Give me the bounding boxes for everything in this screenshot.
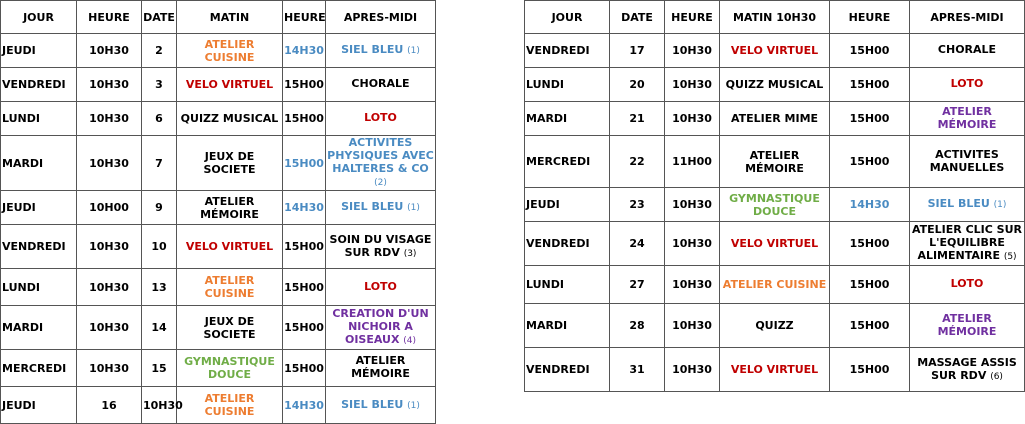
cell-heure (77, 191, 142, 225)
header-apres-midi: APRES-MIDI (910, 1, 1025, 34)
cell-matin (720, 266, 830, 304)
cell-apres-midi (910, 188, 1025, 222)
schedule-table-left (0, 0, 436, 424)
cell-date (610, 34, 665, 68)
cell-heure-text: 10H00 (89, 201, 129, 214)
cell-apres-midi-text: CHORALE (937, 43, 997, 56)
cell-apres-midi-text: CREATION D'UN NICHOIR A OISEAUX (332, 307, 429, 346)
cell-matin-text: ATELIER CUISINE (204, 37, 255, 64)
cell-jour (525, 188, 610, 222)
cell-date-text: 23 (629, 198, 645, 211)
cell-date-text: 9 (155, 201, 163, 214)
cell-heure (665, 136, 720, 188)
cell-heure (77, 34, 142, 68)
footnote-ref: (1) (407, 400, 420, 411)
table-row (525, 34, 1025, 68)
cell-heure-pm-text: 14H30 (284, 44, 324, 57)
cell-heure-pm-text: 15H00 (284, 321, 324, 334)
table-row (1, 136, 436, 191)
cell-heure (665, 68, 720, 102)
cell-jour-text: VENDREDI (526, 237, 590, 250)
cell-jour (1, 350, 77, 387)
cell-date (142, 306, 177, 350)
cell-date-text: 3 (155, 78, 163, 91)
cell-heure (665, 348, 720, 392)
cell-date (142, 136, 177, 191)
cell-heure (665, 222, 720, 266)
cell-jour (525, 266, 610, 304)
cell-matin (177, 136, 283, 191)
cell-apres-midi-text: ATELIER MÉMOIRE (937, 104, 997, 131)
cell-matin (177, 34, 283, 68)
cell-heure (77, 387, 142, 424)
cell-date (142, 68, 177, 102)
header-heure: HEURE (665, 1, 720, 34)
table-row (1, 191, 436, 225)
table-row (1, 269, 436, 306)
cell-apres-midi-text: SIEL BLEU (341, 43, 404, 56)
cell-heure-pm (283, 34, 326, 68)
cell-jour-text: VENDREDI (2, 240, 66, 253)
cell-heure-pm (830, 136, 910, 188)
cell-date (610, 304, 665, 348)
cell-matin-text: ATELIER CUISINE (722, 278, 827, 291)
cell-date (142, 34, 177, 68)
cell-apres-midi (910, 68, 1025, 102)
header-row (525, 1, 1025, 34)
cell-jour-text: MARDI (2, 156, 44, 170)
cell-heure-pm (830, 102, 910, 136)
header-date: DATE (610, 1, 665, 34)
cell-heure-pm-text: 15H00 (284, 112, 324, 125)
header-matin: MATIN 10H30 (720, 1, 830, 34)
cell-heure-pm (830, 68, 910, 102)
table-row (525, 304, 1025, 348)
cell-date-text: 10 (151, 240, 167, 253)
cell-jour (1, 306, 77, 350)
header-date: DATE (142, 1, 177, 34)
header-heure: HEURE (77, 1, 142, 34)
cell-jour (1, 136, 77, 191)
cell-heure-pm-text: 15H00 (849, 155, 890, 168)
cell-date (142, 269, 177, 306)
cell-date (610, 348, 665, 392)
cell-date-text: 13 (151, 280, 167, 294)
cell-heure (665, 102, 720, 136)
cell-heure (77, 68, 142, 102)
table-row (1, 102, 436, 136)
cell-date (610, 266, 665, 304)
cell-matin-text: QUIZZ (755, 319, 794, 332)
cell-jour-text: JEUDI (2, 201, 36, 214)
cell-jour-text: MERCREDI (526, 155, 591, 168)
cell-apres-midi (326, 225, 436, 269)
cell-heure-pm-text: 15H00 (849, 78, 890, 91)
cell-jour (525, 34, 610, 68)
table-row (525, 348, 1025, 392)
cell-date-text: 22 (629, 155, 645, 168)
cell-heure-text: 10H30 (672, 112, 712, 125)
footnote-ref: (2) (374, 178, 387, 188)
cell-heure-text: 10H30 (89, 361, 129, 375)
cell-apres-midi-text: LOTO (950, 77, 984, 90)
header-jour: JOUR (1, 1, 77, 34)
cell-heure (665, 34, 720, 68)
cell-jour (525, 222, 610, 266)
cell-heure-text: 10H30 (672, 278, 712, 291)
cell-date (610, 102, 665, 136)
cell-jour-text: LUNDI (526, 78, 564, 91)
cell-heure-pm-text: 15H00 (849, 237, 890, 250)
cell-matin (177, 225, 283, 269)
cell-jour (525, 102, 610, 136)
header-row (1, 1, 436, 34)
header-heure-pm: HEURE (830, 1, 910, 34)
cell-matin (720, 102, 830, 136)
cell-date-text: 14 (151, 321, 167, 334)
cell-date-text: 27 (629, 278, 645, 291)
cell-matin (720, 136, 830, 188)
cell-date-text: 21 (629, 112, 645, 125)
cell-date (142, 350, 177, 387)
cell-apres-midi (910, 304, 1025, 348)
table-row (525, 222, 1025, 266)
cell-date (610, 136, 665, 188)
cell-heure-pm (830, 34, 910, 68)
cell-jour-text: JEUDI (526, 198, 560, 211)
cell-heure-text: 10H30 (672, 44, 712, 57)
cell-apres-midi (910, 266, 1025, 304)
cell-apres-midi-text: ATELIER MÉMOIRE (351, 354, 410, 380)
cell-heure-pm (830, 304, 910, 348)
cell-heure-pm-text: 15H00 (849, 112, 890, 125)
cell-matin (720, 68, 830, 102)
table-row (525, 266, 1025, 304)
schedule-table-right (524, 0, 1025, 392)
cell-jour (1, 269, 77, 306)
cell-apres-midi-text: ATELIER MÉMOIRE (937, 311, 997, 338)
cell-matin-text: ATELIER MÉMOIRE (200, 194, 259, 221)
cell-matin-text: ATELIER CUISINE (204, 392, 255, 418)
footnote-ref: (3) (403, 248, 417, 259)
cell-date-text: 15 (151, 361, 167, 375)
cell-heure-pm (830, 222, 910, 266)
cell-jour-text: MERCREDI (2, 361, 67, 375)
cell-heure-pm (830, 348, 910, 392)
cell-heure-pm-text: 15H00 (284, 240, 324, 253)
cell-apres-midi (326, 306, 436, 350)
cell-apres-midi (910, 102, 1025, 136)
cell-apres-midi-text: ACTIVITES PHYSIQUES AVEC HALTERES & CO (327, 136, 434, 175)
cell-heure-pm (283, 306, 326, 350)
table-row (1, 34, 436, 68)
cell-matin-text: QUIZZ MUSICAL (725, 78, 824, 91)
cell-heure-text: 10H30 (89, 78, 129, 91)
cell-heure (665, 304, 720, 348)
cell-date-text: 28 (629, 319, 645, 332)
cell-matin-text: GYMNASTIQUE DOUCE (729, 191, 820, 218)
cell-matin (720, 188, 830, 222)
cell-jour (1, 191, 77, 225)
cell-matin (720, 348, 830, 392)
cell-date-text: 2 (155, 44, 163, 57)
cell-date-text: 24 (629, 237, 645, 250)
cell-date (142, 387, 183, 424)
cell-jour-text: VENDREDI (526, 44, 590, 57)
cell-jour (525, 68, 610, 102)
cell-matin (177, 68, 283, 102)
cell-heure-pm-text: 15H00 (284, 361, 324, 375)
header-heure-pm: HEURE (283, 1, 326, 34)
cell-matin-text: VELO VIRTUEL (730, 44, 819, 57)
cell-heure-pm-text: 15H00 (284, 156, 324, 170)
table-row (525, 188, 1025, 222)
cell-matin-text: ATELIER CUISINE (204, 274, 255, 300)
header-apres-midi: APRES-MIDI (326, 1, 436, 34)
cell-heure-text: 10H30 (672, 78, 712, 91)
cell-jour-text: MARDI (526, 319, 568, 332)
cell-heure-pm-text: 15H00 (849, 278, 890, 291)
cell-heure-pm (283, 350, 326, 387)
cell-heure-text: 11H00 (672, 155, 712, 168)
cell-apres-midi (326, 350, 436, 387)
cell-apres-midi (910, 222, 1025, 266)
cell-date (142, 191, 177, 225)
cell-date (610, 188, 665, 222)
cell-date (610, 68, 665, 102)
cell-heure-pm (283, 269, 326, 306)
cell-heure-text: 10H30 (89, 44, 129, 57)
cell-heure-text: 10H30 (89, 280, 129, 294)
cell-matin (720, 304, 830, 348)
cell-heure (77, 102, 142, 136)
cell-apres-midi (910, 136, 1025, 188)
cell-jour-text: JEUDI (2, 44, 36, 57)
table-row (1, 387, 436, 424)
cell-heure-pm-text: 14H30 (284, 201, 324, 214)
cell-heure (665, 188, 720, 222)
cell-matin (177, 191, 283, 225)
cell-heure-pm (830, 188, 910, 222)
table-row (525, 102, 1025, 136)
cell-heure-pm-text: 15H00 (284, 280, 324, 294)
cell-matin-text: GYMNASTIQUE DOUCE (184, 355, 275, 381)
cell-heure-pm (283, 68, 326, 102)
footnote-ref: (1) (407, 203, 420, 213)
cell-matin (177, 269, 283, 306)
cell-date-text: 20 (629, 78, 645, 91)
cell-heure-pm-text: 15H00 (849, 319, 890, 332)
cell-heure (77, 225, 142, 269)
cell-heure-pm (283, 136, 326, 191)
cell-matin (177, 102, 283, 136)
table-row (1, 68, 436, 102)
cell-jour-text: LUNDI (526, 278, 564, 291)
footnote-ref: (1) (993, 200, 1007, 210)
cell-heure-text: 10H30 (89, 321, 129, 334)
cell-matin-text: VELO VIRTUEL (185, 240, 274, 253)
cell-heure (77, 350, 142, 387)
cell-heure-text: 10H30 (89, 156, 129, 170)
cell-heure-text: 10H30 (89, 112, 129, 125)
cell-apres-midi (326, 387, 436, 424)
cell-apres-midi (910, 34, 1025, 68)
cell-matin-text: JEUX DE SOCIETE (203, 314, 256, 341)
header-jour: JOUR (525, 1, 610, 34)
cell-jour-text: MARDI (2, 321, 44, 334)
cell-jour (1, 34, 77, 68)
footnote-ref: (1) (407, 46, 420, 56)
cell-apres-midi-text: SIEL BLEU (927, 197, 990, 210)
cell-heure-pm-text: 15H00 (849, 363, 890, 376)
cell-apres-midi (326, 191, 436, 225)
cell-matin-text: JEUX DE SOCIETE (203, 150, 256, 176)
cell-jour-text: MARDI (526, 112, 568, 125)
cell-apres-midi-text: LOTO (950, 277, 984, 290)
cell-date-text: 10H30 (143, 398, 183, 412)
cell-date (142, 102, 177, 136)
cell-apres-midi-text: SOIN DU VISAGE SUR RDV (329, 232, 432, 259)
cell-heure-text: 16 (101, 398, 117, 412)
cell-date (610, 222, 665, 266)
cell-date-text: 17 (629, 44, 645, 57)
cell-date-text: 6 (155, 112, 163, 125)
cell-jour (1, 102, 77, 136)
cell-jour-text: VENDREDI (526, 363, 590, 376)
cell-date-text: 7 (155, 156, 163, 170)
cell-matin-text: ATELIER MÉMOIRE (745, 148, 804, 175)
cell-heure-text: 10H30 (672, 363, 712, 376)
cell-apres-midi-text: CHORALE (351, 77, 410, 90)
footnote-ref: (4) (403, 336, 417, 346)
cell-matin-text: VELO VIRTUEL (730, 363, 819, 376)
table-row (525, 136, 1025, 188)
cell-apres-midi-text: SIEL BLEU (341, 200, 404, 213)
cell-matin (177, 387, 283, 424)
cell-matin (720, 222, 830, 266)
footnote-ref: (5) (1003, 252, 1017, 262)
footnote-ref: (6) (990, 371, 1003, 382)
table-row (525, 68, 1025, 102)
cell-heure-pm (283, 387, 326, 424)
cell-heure-pm (283, 191, 326, 225)
cell-jour (1, 387, 77, 424)
cell-heure (77, 269, 142, 306)
cell-jour (525, 348, 610, 392)
cell-heure-pm (830, 266, 910, 304)
cell-jour (525, 304, 610, 348)
cell-matin (177, 306, 283, 350)
cell-heure-pm-text: 15H00 (849, 44, 890, 57)
cell-heure (665, 266, 720, 304)
cell-heure (77, 306, 142, 350)
cell-apres-midi (326, 269, 436, 306)
cell-jour (1, 68, 77, 102)
cell-heure (77, 136, 142, 191)
cell-apres-midi (326, 102, 436, 136)
cell-matin (720, 34, 830, 68)
cell-heure-text: 10H30 (672, 237, 712, 250)
cell-heure-text: 10H30 (672, 198, 712, 211)
cell-apres-midi (326, 34, 436, 68)
cell-apres-midi (910, 348, 1025, 392)
cell-jour-text: LUNDI (2, 112, 40, 125)
cell-heure-text: 10H30 (672, 319, 712, 332)
cell-jour (525, 136, 610, 188)
table-row (1, 306, 436, 350)
cell-apres-midi-text: ACTIVITES MANUELLES (929, 147, 1005, 174)
cell-apres-midi-text: LOTO (364, 111, 397, 124)
header-matin: MATIN (177, 1, 283, 34)
cell-matin-text: VELO VIRTUEL (185, 78, 274, 91)
cell-apres-midi-text: SIEL BLEU (341, 397, 404, 411)
cell-apres-midi (326, 68, 436, 102)
table-row (1, 225, 436, 269)
cell-matin (177, 350, 283, 387)
cell-heure-text: 10H30 (89, 240, 129, 253)
cell-matin-text: ATELIER MIME (730, 112, 819, 125)
cell-matin-text: QUIZZ MUSICAL (180, 112, 279, 125)
cell-matin-text: VELO VIRTUEL (730, 237, 819, 250)
cell-heure-pm-text: 14H30 (849, 198, 890, 211)
cell-apres-midi-text: LOTO (364, 279, 397, 293)
cell-date (142, 225, 177, 269)
cell-heure-pm (283, 225, 326, 269)
table-row (1, 350, 436, 387)
cell-jour-text: JEUDI (2, 398, 36, 412)
cell-apres-midi (326, 136, 436, 191)
cell-apres-midi-text: MASSAGE ASSIS SUR RDV (917, 355, 1017, 382)
cell-jour (1, 225, 77, 269)
cell-heure-pm-text: 14H30 (284, 398, 324, 412)
cell-date-text: 31 (629, 363, 645, 376)
cell-jour-text: LUNDI (2, 280, 40, 294)
cell-apres-midi-text: ATELIER CLIC SUR L'EQUILIBRE ALIMENTAIRE (912, 223, 1022, 262)
cell-jour-text: VENDREDI (2, 78, 66, 91)
cell-heure-pm (283, 102, 326, 136)
cell-heure-pm-text: 15H00 (284, 78, 324, 91)
